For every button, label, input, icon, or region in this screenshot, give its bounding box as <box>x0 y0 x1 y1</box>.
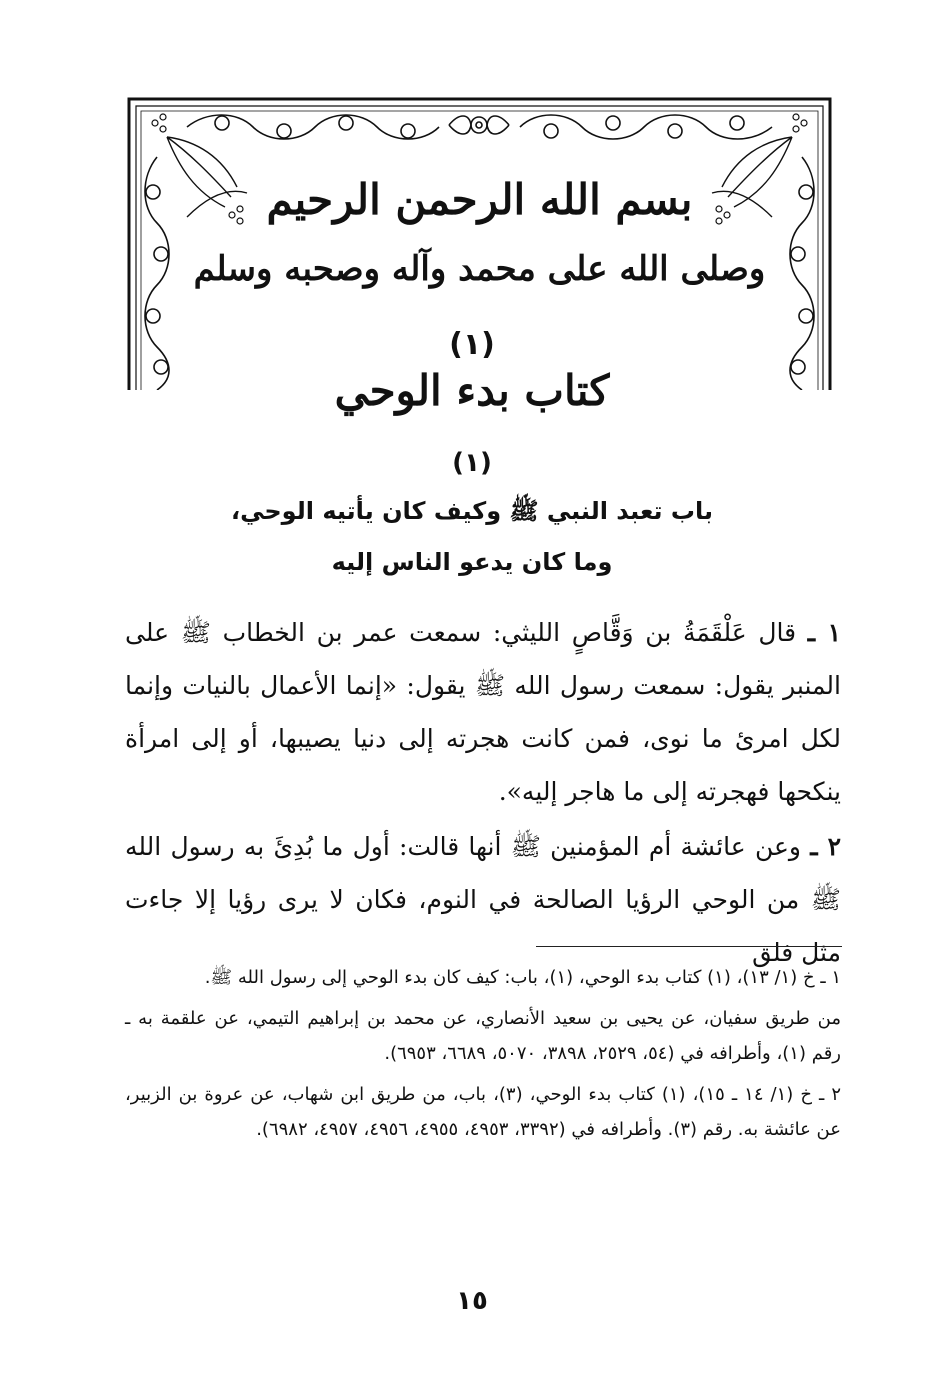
footnotes <box>125 960 841 1153</box>
book-number: (١) <box>449 327 495 362</box>
hadith-2 <box>125 820 841 979</box>
footnote-reference: خ (١/ ١٣)، (١) كتاب بدء الوحي، (١)، باب: كيف كان بدء الوحي إلى رسول الله ﷺ. <box>204 967 815 988</box>
hadith-text: وعن عائشة أم المؤمنين ﷺ أنها قالت: أول ما بُدِئَ به رسول الله ﷺ من الوحي الرؤيا الصالحة في النوم، فكان لا يرى رؤيا إلا جاءت مثل فلق <box>125 832 841 967</box>
page-number: ١٥ <box>456 1286 488 1316</box>
hadith-text: قال عَلْقَمَةُ بن وَقَّاصٍ الليثي: سمعت عمر بن الخطاب ﷺ على المنبر يقول: سمعت رسول الله ﷺ يقول: «إنما الأعمال بالنيات وإنما لكل امرئ ما نوى، فمن كانت هجرته إلى دنيا يصيبها، أو إلى امرأة ينكحها فهجرته إلى ما هاجر إليه». <box>125 618 841 806</box>
footnote-detail: من طريق سفيان، عن يحيى بن سعيد الأنصاري، عن محمد بن إبراهيم التيمي، عن علقمة به ـ رقم (١)، وأطرافه في (٥٤، ٢٥٢٩، ٣٨٩٨، ٥٠٧٠، ٦٦٨٩، ٦٩٥٣). <box>125 1008 841 1064</box>
chapter-title-line-1: باب تعبد النبي ﷺ وكيف كان يأتيه الوحي، <box>230 497 714 525</box>
book-title: كتاب بدء الوحي <box>334 366 610 415</box>
footnote-divider <box>536 946 842 947</box>
salutation-calligraphy: وصلى الله على محمد وآله وصحبه وسلم <box>193 249 766 289</box>
footnote-reference: خ (١/ ١٤ ـ ١٥)، (١) كتاب بدء الوحي، (٣)، باب، من طريق ابن شهاب، عن عروة بن الزبير، عن عائشة به. رقم (٣). وأطرافه في (٣٣٩٢، ٤٩٥٣، ٤٩٥٥، ٤٩٥٦، ٤٩٥٧، ٦٩٨٢). <box>125 1084 841 1140</box>
basmala-calligraphy: بسم الله الرحمن الرحيم <box>266 175 693 224</box>
chapter-title-line-2: وما كان يدعو الناس إليه <box>331 548 613 576</box>
footnote-2 <box>125 1077 841 1147</box>
footnote-number: ١ ـ <box>820 967 841 988</box>
chapter-number: (١) <box>452 448 492 478</box>
footnote-1 <box>125 960 841 995</box>
footnote-1-detail <box>125 1001 841 1071</box>
footnote-number: ٢ ـ <box>819 1084 841 1105</box>
hadith-number: ١ ـ <box>807 618 841 647</box>
hadith-1 <box>125 606 841 818</box>
hadith-number: ٢ ـ <box>810 832 841 861</box>
